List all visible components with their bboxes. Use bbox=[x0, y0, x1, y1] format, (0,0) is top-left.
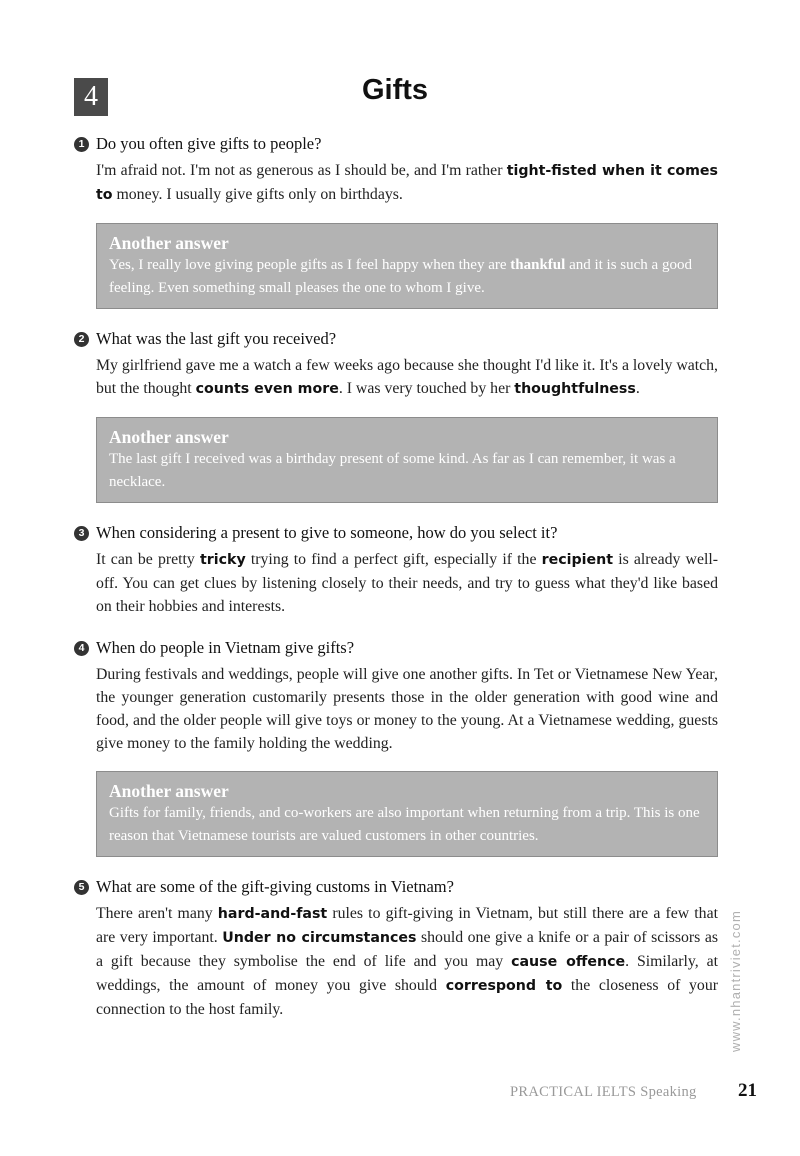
number-4-icon: 4 bbox=[74, 641, 89, 656]
another-answer-label: Another answer bbox=[109, 233, 229, 253]
number-1-icon: 1 bbox=[74, 137, 89, 152]
keyword: correspond to bbox=[445, 978, 563, 994]
question-block-3 bbox=[74, 523, 718, 618]
keyword: tricky bbox=[199, 552, 246, 568]
question-3 bbox=[74, 523, 718, 543]
question-5 bbox=[74, 877, 718, 897]
another-answer-box-2 bbox=[96, 417, 718, 503]
keyword: recipient bbox=[541, 552, 614, 568]
another-answer-text: Yes, I really love giving people gifts as I feel happy when they are thankful and it is such a good feeling. Even something small pleases the one to whom I give. bbox=[109, 257, 692, 296]
another-answer-label: Another answer bbox=[109, 781, 229, 801]
page-title: Gifts bbox=[361, 74, 429, 106]
question-block-5 bbox=[74, 877, 718, 1021]
keyword: thankful bbox=[510, 257, 566, 273]
question-4-text: When do people in Vietnam give gifts? bbox=[96, 638, 355, 657]
footer-book-title: PRACTICAL IELTS Speaking bbox=[510, 1084, 697, 1100]
question-2 bbox=[74, 329, 718, 349]
unit-number-badge: 4 bbox=[74, 78, 108, 116]
question-block-1 bbox=[74, 134, 718, 309]
another-answer-text: Gifts for family, friends, and co-workers are also important when returning from a trip. This is one reason that Vietnamese tourists are valued customers in other countries. bbox=[109, 805, 700, 844]
watermark: www.nhantriviet.com bbox=[728, 909, 743, 1052]
number-2-icon: 2 bbox=[74, 332, 89, 347]
question-block-2 bbox=[74, 329, 718, 503]
answer-2: My girlfriend gave me a watch a few weeks ago because she thought I'd like it. It's a lovely watch, but the thought counts even more. I was very touched by her thoughtfulness. bbox=[96, 357, 719, 397]
qa-content bbox=[74, 134, 718, 1041]
answer-3: It can be pretty tricky trying to find a perfect gift, especially if the recipient is already well-off. You can get clues by listening closely to their needs, and try to guess what they'd like based on their hobbies and interests. bbox=[96, 551, 718, 615]
number-3-icon: 3 bbox=[74, 526, 89, 541]
question-3-text: When considering a present to give to someone, how do you select it? bbox=[96, 523, 558, 542]
another-answer-box-1 bbox=[96, 223, 718, 309]
question-block-4 bbox=[74, 638, 718, 857]
question-4 bbox=[74, 638, 718, 658]
question-1-text: Do you often give gifts to people? bbox=[96, 134, 322, 153]
keyword: tight-fisted when it comes to bbox=[96, 163, 718, 203]
another-answer-box-4 bbox=[96, 771, 718, 857]
page-number: 21 bbox=[738, 1080, 757, 1101]
another-answer-text: The last gift I received was a birthday present of some kind. As far as I can remember, it was a necklace. bbox=[109, 451, 676, 490]
question-5-text: What are some of the gift-giving customs in Vietnam? bbox=[96, 877, 454, 896]
keyword: thoughtfulness bbox=[514, 381, 636, 397]
answer-5: There aren't many hard-and-fast rules to gift-giving in Vietnam, but still there are a few that are very important. Under no circumstances should one give a knife or a pair of scissors as a gift because they symbolise the end of life and you may cause offence. Similarly, at weddings, the amount of money you give should correspond to the closeness of your connection to the host family. bbox=[96, 905, 718, 1018]
keyword: counts even more bbox=[195, 381, 339, 397]
keyword: cause offence bbox=[511, 954, 626, 970]
keyword: hard-and-fast bbox=[217, 906, 328, 922]
another-answer-label: Another answer bbox=[109, 427, 229, 447]
question-1 bbox=[74, 134, 718, 154]
question-2-text: What was the last gift you received? bbox=[96, 329, 337, 348]
answer-4: During festivals and weddings, people will give one another gifts. In Tet or Vietnamese New Year, the younger generation customarily presents those in the older generation with good wine and food, and the older people will give toys or money to the young. At a Vietnamese wedding, guests give money to the family holding the wedding. bbox=[96, 666, 718, 752]
answer-1: I'm afraid not. I'm not as generous as I should be, and I'm rather tight-fisted when it comes to money. I usually give gifts only on birthdays. bbox=[96, 162, 718, 203]
keyword: Under no circumstances bbox=[222, 930, 417, 946]
number-5-icon: 5 bbox=[74, 880, 89, 895]
